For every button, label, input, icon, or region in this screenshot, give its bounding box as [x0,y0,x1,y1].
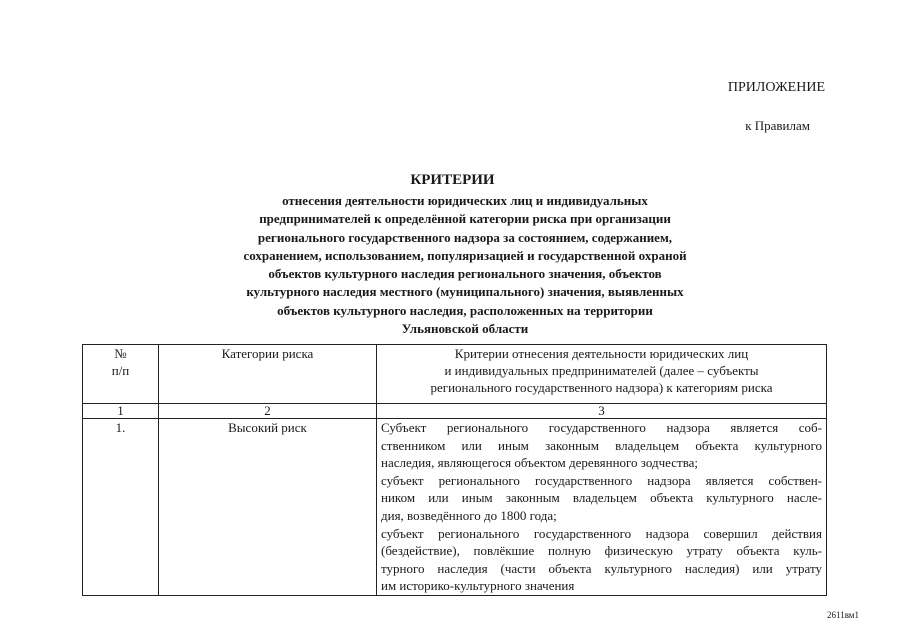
criteria-line: ником или иным законным владельцем объекта культурного насле- [381,490,822,506]
header-criteria-line: и индивидуальных предпринимателей (далее – субъекты [444,363,759,378]
subtitle-line: регионального государственного надзора за состоянием, содержанием, [257,229,673,245]
header-criteria-line: Критерии отнесения деятельности юридических лиц [454,346,749,361]
table-header-row [83,345,827,404]
criteria-line: дия, возведённого до 1800 года; [381,507,557,523]
column-index-cell: 1 [83,404,159,419]
appendix-label: ПРИЛОЖЕНИЕ [727,80,825,95]
subtitle-line: сохранением, использованием, популяризацией и государственной охраной [243,247,687,263]
subtitle-line: культурного наследия местного (муниципального) значения, выявленных [246,284,684,300]
subtitle-line: предпринимателей к определённой категории риска при организации [259,211,671,227]
table-row [83,419,827,596]
row-category: Высокий риск [159,419,377,596]
subtitle-line: Ульяновской области [401,321,529,337]
column-index-row [83,404,827,419]
header-number-sign: № [114,346,127,361]
criteria-line: субъект регионального государственного надзора совершил действия [381,525,822,541]
criteria-line: (бездействие), повлёкшие полную физическую утрату объекта куль- [381,543,822,559]
header-number-abbr: п/п [111,363,130,378]
subtitle-line: объектов культурного наследия, расположенных на территории [277,302,653,318]
subtitle-line: объектов культурного наследия регионального значения, объектов [268,266,662,282]
criteria-line: ственником или иным законным владельцем объекта культурного [381,437,822,453]
header-criteria [377,345,827,404]
criteria-line: турного наследия (части объекта культурного наследия) или утрату [381,560,822,576]
header-number [83,345,159,404]
column-index-cell: 3 [377,404,827,419]
header-criteria-line: регионального государственного надзора) к категориям риска [430,380,773,395]
document-subtitle [200,192,730,338]
row-criteria [377,419,827,596]
header-category: Категории риска [159,345,377,404]
criteria-line: наследия, являющегося объектом деревянного зодчества; [381,455,699,471]
subtitle-line: отнесения деятельности юридических лиц и индивидуальных [282,193,648,208]
criteria-line: им историко-культурного значения [381,578,575,594]
row-number: 1. [83,419,159,596]
criteria-line: Субъект регионального государственного надзора является соб- [381,420,822,435]
page-code: 2611вм1 [827,610,859,620]
document-title: КРИТЕРИИ [410,172,495,188]
criteria-table [82,344,827,596]
column-index-cell: 2 [159,404,377,419]
criteria-line: субъект регионального государственного надзора является собствен- [381,472,822,488]
appendix-reference: к Правилам [745,118,810,133]
